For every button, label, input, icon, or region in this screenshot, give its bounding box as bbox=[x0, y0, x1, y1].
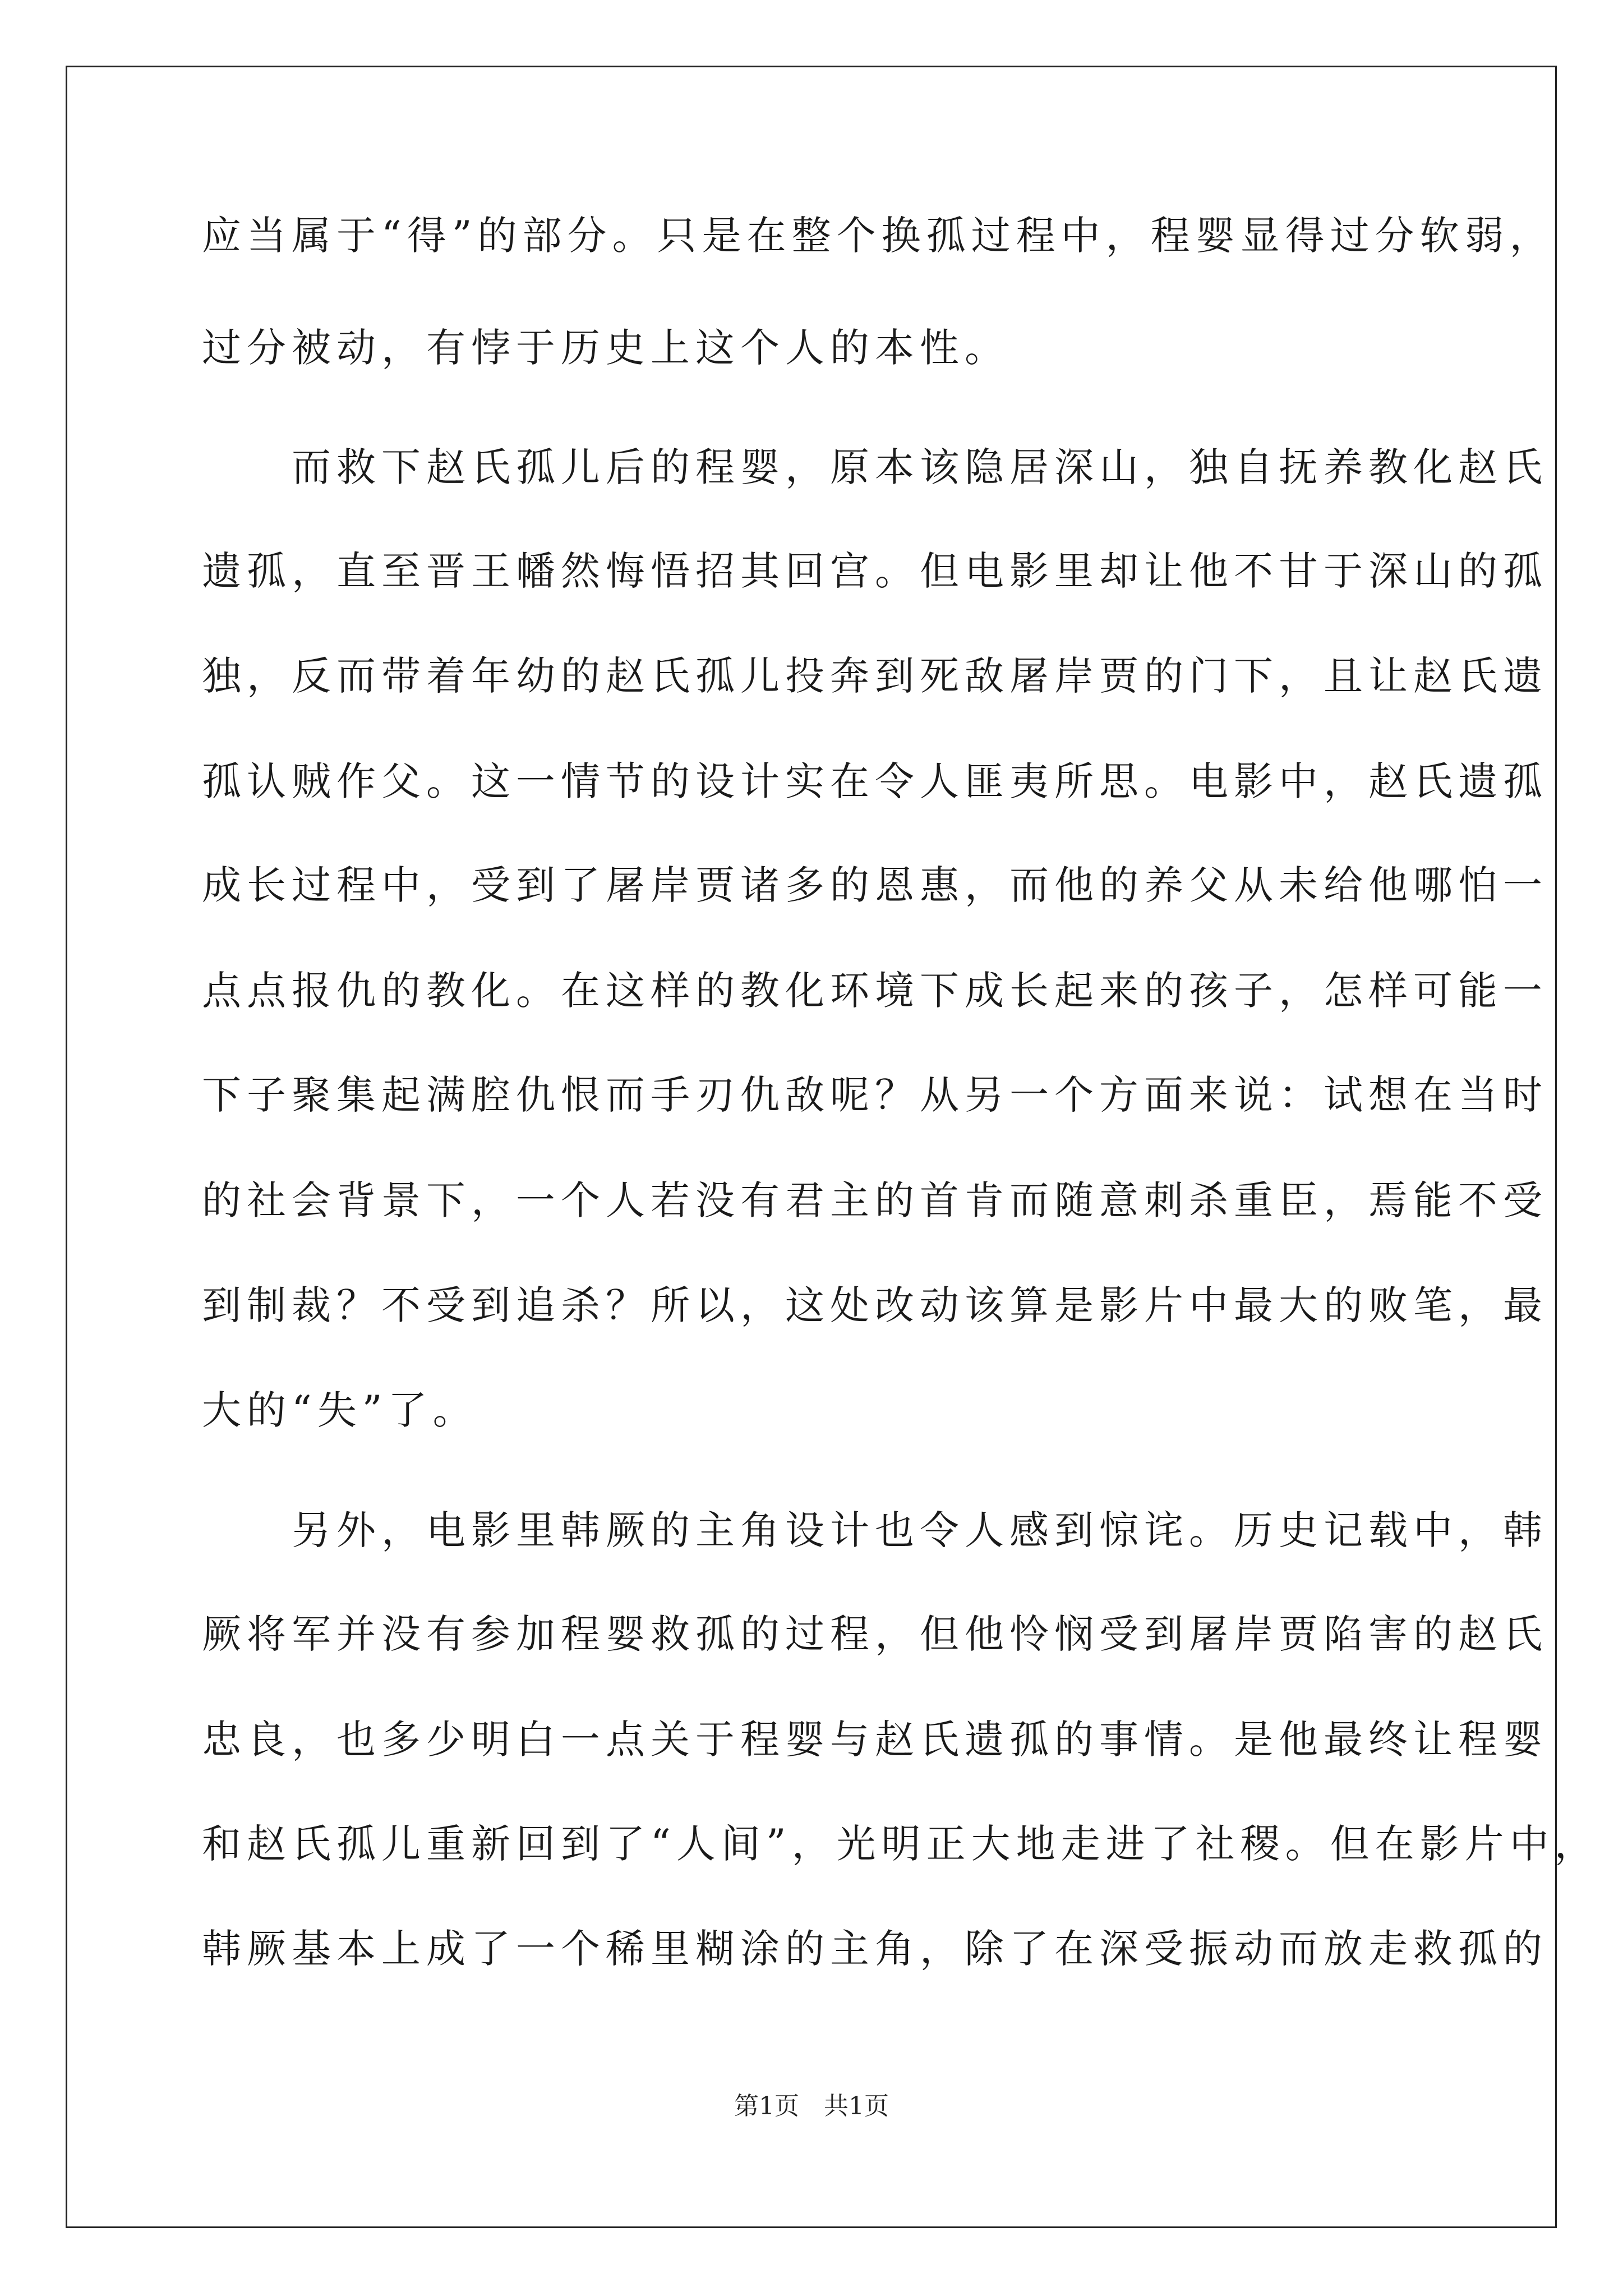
text-line: 而救下赵氏孤儿后的程婴，原本该隐居深山，独自抚养教化赵氏 bbox=[202, 444, 1548, 490]
page-footer: 第1页 共1页 bbox=[734, 2092, 889, 2120]
text-line: 孤认贼作父。这一情节的设计实在令人匪夷所思。电影中，赵氏遗孤 bbox=[202, 758, 1548, 804]
text-line: 应当属于“得”的部分。只是在整个换孤过程中，程婴显得过分软弱， bbox=[202, 213, 1555, 259]
text-line: 另外，电影里韩厥的主角设计也令人感到惊诧。历史记载中，韩 bbox=[202, 1507, 1548, 1553]
text-line: 到制裁？不受到追杀？所以，这处改动该算是影片中最大的败笔，最 bbox=[202, 1282, 1548, 1328]
text-line: 过分被动，有悖于历史上这个人的本性。 bbox=[202, 325, 1009, 371]
text-line: 点点报仇的教化。在这样的教化环境下成长起来的孩子，怎样可能一 bbox=[202, 968, 1548, 1014]
text-line: 和赵氏孤儿重新回到了“人间”，光明正大地走进了社稷。但在影片中， bbox=[202, 1821, 1599, 1867]
text-line: 忠良，也多少明白一点关于程婴与赵氏遗孤的事情。是他最终让程婴 bbox=[202, 1717, 1548, 1763]
text-line: 厥将军并没有参加程婴救孤的过程，但他怜悯受到屠岸贾陷害的赵氏 bbox=[202, 1611, 1548, 1657]
text-line: 大的“失”了。 bbox=[202, 1387, 478, 1433]
text-line: 韩厥基本上成了一个稀里糊涂的主角，除了在深受振动而放走救孤的 bbox=[202, 1926, 1548, 1972]
page-border bbox=[66, 66, 1599, 2228]
text-line: 独，反而带着年幼的赵氏孤儿投奔到死敌屠岸贾的门下，且让赵氏遗 bbox=[202, 653, 1548, 699]
text-line: 成长过程中，受到了屠岸贾诸多的恩惠，而他的养父从未给他哪怕一 bbox=[202, 862, 1548, 908]
text-line: 的社会背景下，一个人若没有君主的首肯而随意刺杀重臣，焉能不受 bbox=[202, 1177, 1548, 1223]
text-line: 遗孤，直至晋王幡然悔悟招其回宫。但电影里却让他不甘于深山的孤 bbox=[202, 548, 1548, 594]
text-line: 下子聚集起满腔仇恨而手刃仇敌呢？从另一个方面来说：试想在当时 bbox=[202, 1072, 1548, 1118]
